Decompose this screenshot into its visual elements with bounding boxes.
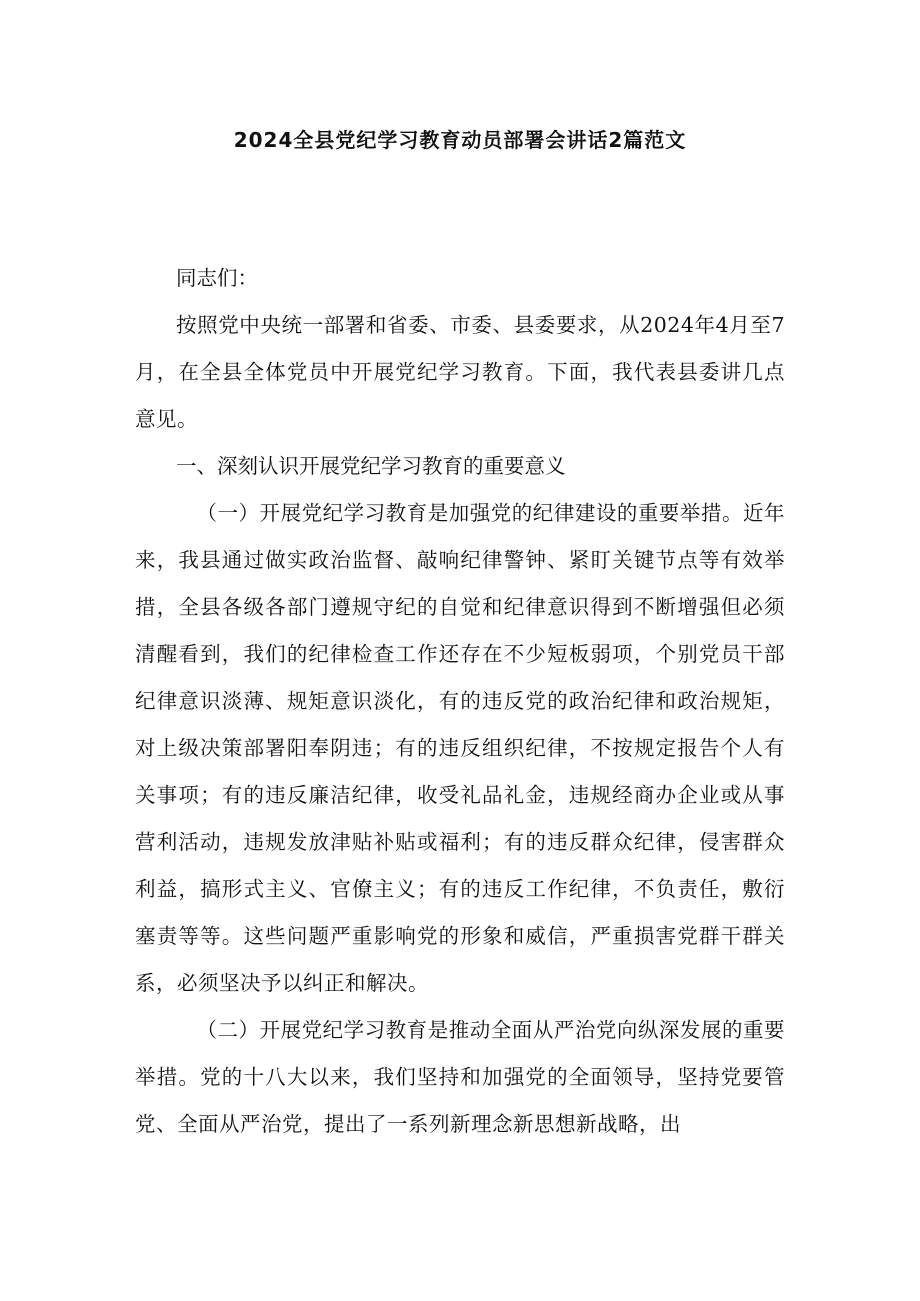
paragraph-1: （一）开展党纪学习教育是加强党的纪律建设的重要举措。近年来，我县通过做实政治监督、敲响纪律警钟、紧盯关键节点等有效举措，全县各级各部门遵规守纪的自觉和纪律意识得到不断增强但必须清醒看到，我们的纪律检查工作还存在不少短板弱项，个别党员干部纪律意识淡薄、规矩意识淡化，有的违反党的政治纪律和政治规矩，对上级决策部署阳奉阴违；有的违反组织纪律，不按规定报告个人有关事项；有的违反廉洁纪律，收受礼品礼金，违规经商办企业或从事营利活动，违规发放津贴补贴或福利；有的违反群众纪律，侵害群众利益，搞形式主义、官僚主义；有的违反工作纪律，不负责任，敷衍塞责等等。这些问题严重影响党的形象和威信，严重损害党群干群关系，必须坚决予以纠正和解决。 [135,501,785,995]
intro-paragraph: 按照党中央统一部署和省委、市委、县委要求，从2024年4月至7月，在全县全体党员中开展党纪学习教育。下面，我代表县委讲几点意见。 [135,313,785,431]
document-title: 2024全县党纪学习教育动员部署会讲话2篇范文 [233,128,687,152]
section-heading-1: 一、深刻认识开展党纪学习教育的重要意义 [176,454,566,478]
document-body [135,255,785,1148]
greeting: 同志们： [176,266,258,290]
paragraph-2: （二）开展党纪学习教育是推动全面从严治党向纵深发展的重要举措。党的十八大以来，我们坚持和加强党的全面领导，坚持党要管党、全面从严治党，提出了一系列新理念新思想新战略，出 [135,1018,785,1136]
